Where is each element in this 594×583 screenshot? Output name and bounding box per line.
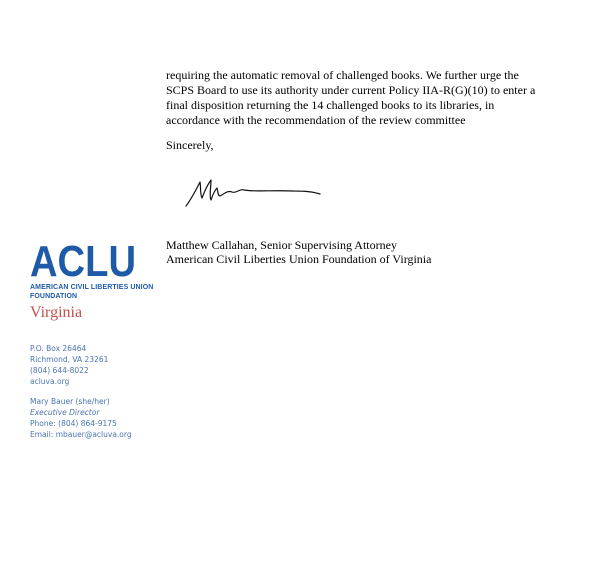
handwritten-signature-icon — [184, 176, 324, 210]
address-block — [30, 343, 108, 387]
closing: Sincerely, — [166, 138, 214, 152]
website-link[interactable]: acluva.org — [30, 377, 70, 386]
city: Richmond, VA 23261 — [30, 355, 109, 364]
state-name: Virginia — [30, 304, 83, 321]
org-name — [30, 283, 153, 301]
po-box: P.O. Box 26464 — [30, 344, 87, 353]
letter-body — [166, 68, 536, 128]
org-name-line2: FOUNDATION — [30, 293, 78, 300]
office-phone: (804) 644-8022 — [30, 366, 89, 375]
signer-block — [166, 238, 431, 266]
signer-name: Matthew Callahan, Senior Supervising Attorney — [166, 238, 397, 252]
director-phone: Phone: (804) 864-9175 — [30, 419, 117, 428]
signer-org: American Civil Liberties Union Foundation of Virginia — [166, 252, 432, 266]
aclu-logo-text: ACLU — [30, 239, 136, 279]
org-name-line1: AMERICAN CIVIL LIBERTIES UNION — [30, 284, 154, 291]
letter-paragraph: requiring the automatic removal of challenged books. We further urge the SCPS Board to use its authority under current Policy IIA-R(G)(10) to enter a final disposition returning the 14 challenged books to its libraries, in accordance with the recommendation of the review committee — [166, 68, 536, 127]
director-block — [30, 396, 132, 440]
director-email[interactable]: Email: mbauer@acluva.org — [30, 430, 132, 439]
aclu-logo — [30, 239, 140, 279]
director-name: Mary Bauer (she/her) — [30, 397, 110, 406]
director-title: Executive Director — [30, 408, 100, 417]
